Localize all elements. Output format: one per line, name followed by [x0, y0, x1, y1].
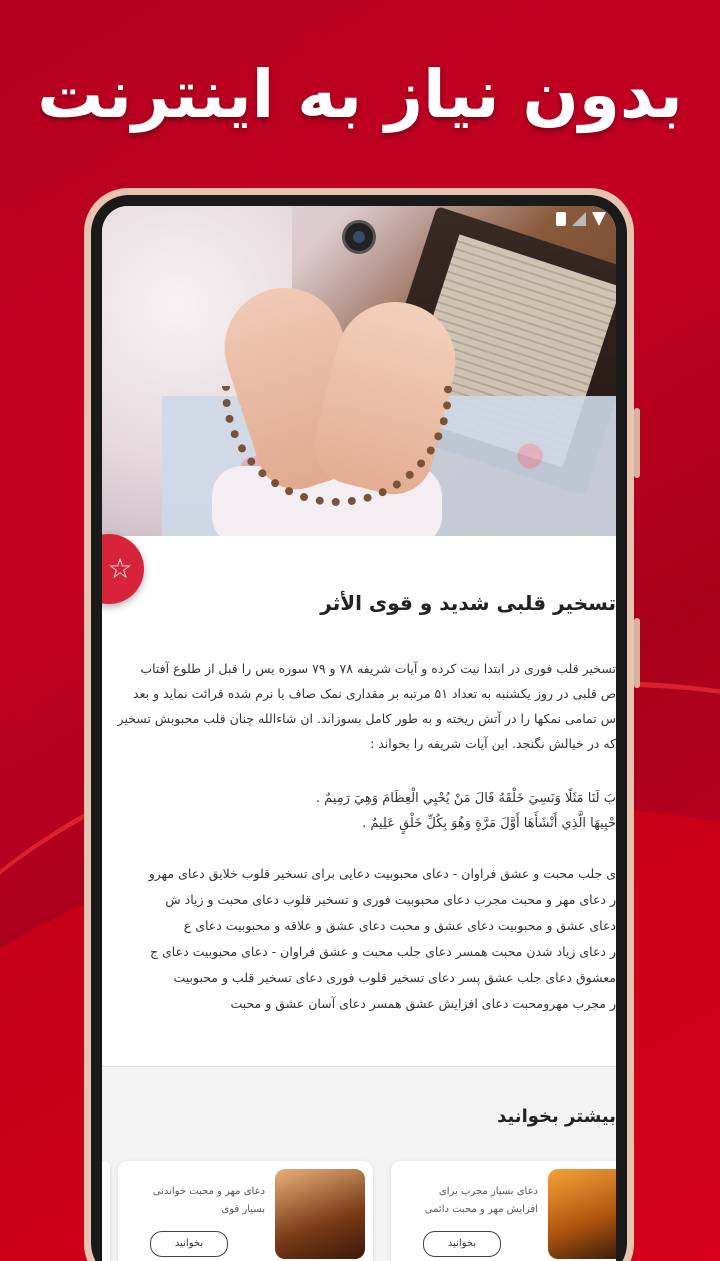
phone-power-button: [634, 618, 640, 688]
keyword-line: ر مجرب مهرومحبت دعای افزایش عشق همسر دعای آسان عشق و محبت: [230, 996, 616, 1011]
more-section-title: بیشتر بخوانید: [497, 1106, 616, 1127]
related-card-partial[interactable]: [102, 1161, 110, 1261]
card-text: دعای مهر و محبت خواندنی بسیار قوی: [152, 1186, 265, 1215]
star-plus-icon: ☆: [107, 552, 133, 585]
verse-block: [102, 786, 616, 836]
signal-icon: [572, 212, 586, 226]
related-card[interactable]: [391, 1161, 616, 1261]
front-camera-icon: [342, 220, 376, 254]
card-thumbnail: [275, 1169, 365, 1259]
body-line: تسخیر قلب فوری در ابتدا نیت کرده و آیات شریفه ۷۸ و ۷۹ سوره یس را قبل از طلوع آفتاب: [140, 661, 616, 676]
battery-icon: [556, 212, 566, 226]
status-bar: [556, 212, 606, 226]
verse-line: حْيِيهَا الَّذِي أَنْشَأَهَا أَوَّلَ مَرَّةٍ وَهُوَ بِكُلِّ خَلْقٍ عَلِيمٌ .: [362, 816, 616, 831]
app-screen: [102, 206, 616, 1261]
body-line: س تمامی نمکها را در آتش ریخته و به طور کامل بسوزاند. ان شاءالله چنان قلب محبوبش تسخیر: [117, 711, 616, 726]
wifi-icon: [592, 212, 606, 226]
hero-image: [102, 206, 616, 536]
article-body: [102, 656, 616, 756]
related-card[interactable]: [118, 1161, 373, 1261]
body-line: که در خیالش نگنجد. این آیات شریفه را بخواند :: [370, 736, 616, 751]
phone-frame: [84, 188, 634, 1261]
keyword-line: ی جلب محبت و عشق فراوان - دعای محبوبیت دعایی برای تسخیر قلوب خلایق دعای مهرو: [148, 866, 616, 881]
phone-volume-button: [634, 408, 640, 478]
card-thumbnail: [548, 1169, 616, 1259]
card-text: دعای بسیار مجرب برای افزایش مهر و محبت دائمی: [424, 1186, 538, 1215]
keyword-line: دعای عشق و محبوبیت دعای عشق و محبت دعای عشق و علاقه و محبوبیت دعای ع: [183, 918, 616, 933]
keyword-line: ر دعای زیاد شدن محبت همسر دعای جلب محبت و عشق فراوان - دعای محبوبیت دعای ج: [149, 944, 616, 959]
read-button[interactable]: بخوانید: [150, 1231, 228, 1257]
read-button[interactable]: بخوانید: [423, 1231, 501, 1257]
keyword-line: ر دعای مهر و محبت مجرب دعای محبوبیت فوری و تسخیر قلوب دعای محبت و زیاد ش: [165, 892, 616, 907]
body-line: ص قلبی در روز یکشنبه به تعداد ۵۱ مرتبه بر مقداری نمک صاف یا نرم شده قرائت نماید و بعد: [133, 686, 616, 701]
keyword-line: معشوق دعای جلب عشق پسر دعای تسخیر قلوب فوری دعای تسخیر قلب و محبوبیت: [173, 970, 616, 985]
verse-line: بَ لَنَا مَثَلًا وَنَسِيَ خَلْقَهُ قَالَ مَنْ يُحْيِي الْعِظَامَ وَهِيَ رَمِيمٌ .: [315, 791, 616, 806]
keyword-block: [102, 861, 616, 1017]
article-title: تسخیر قلبی شدید و قوی الأثر: [320, 591, 616, 615]
promo-headline: بدون نیاز به اینترنت: [37, 56, 683, 133]
